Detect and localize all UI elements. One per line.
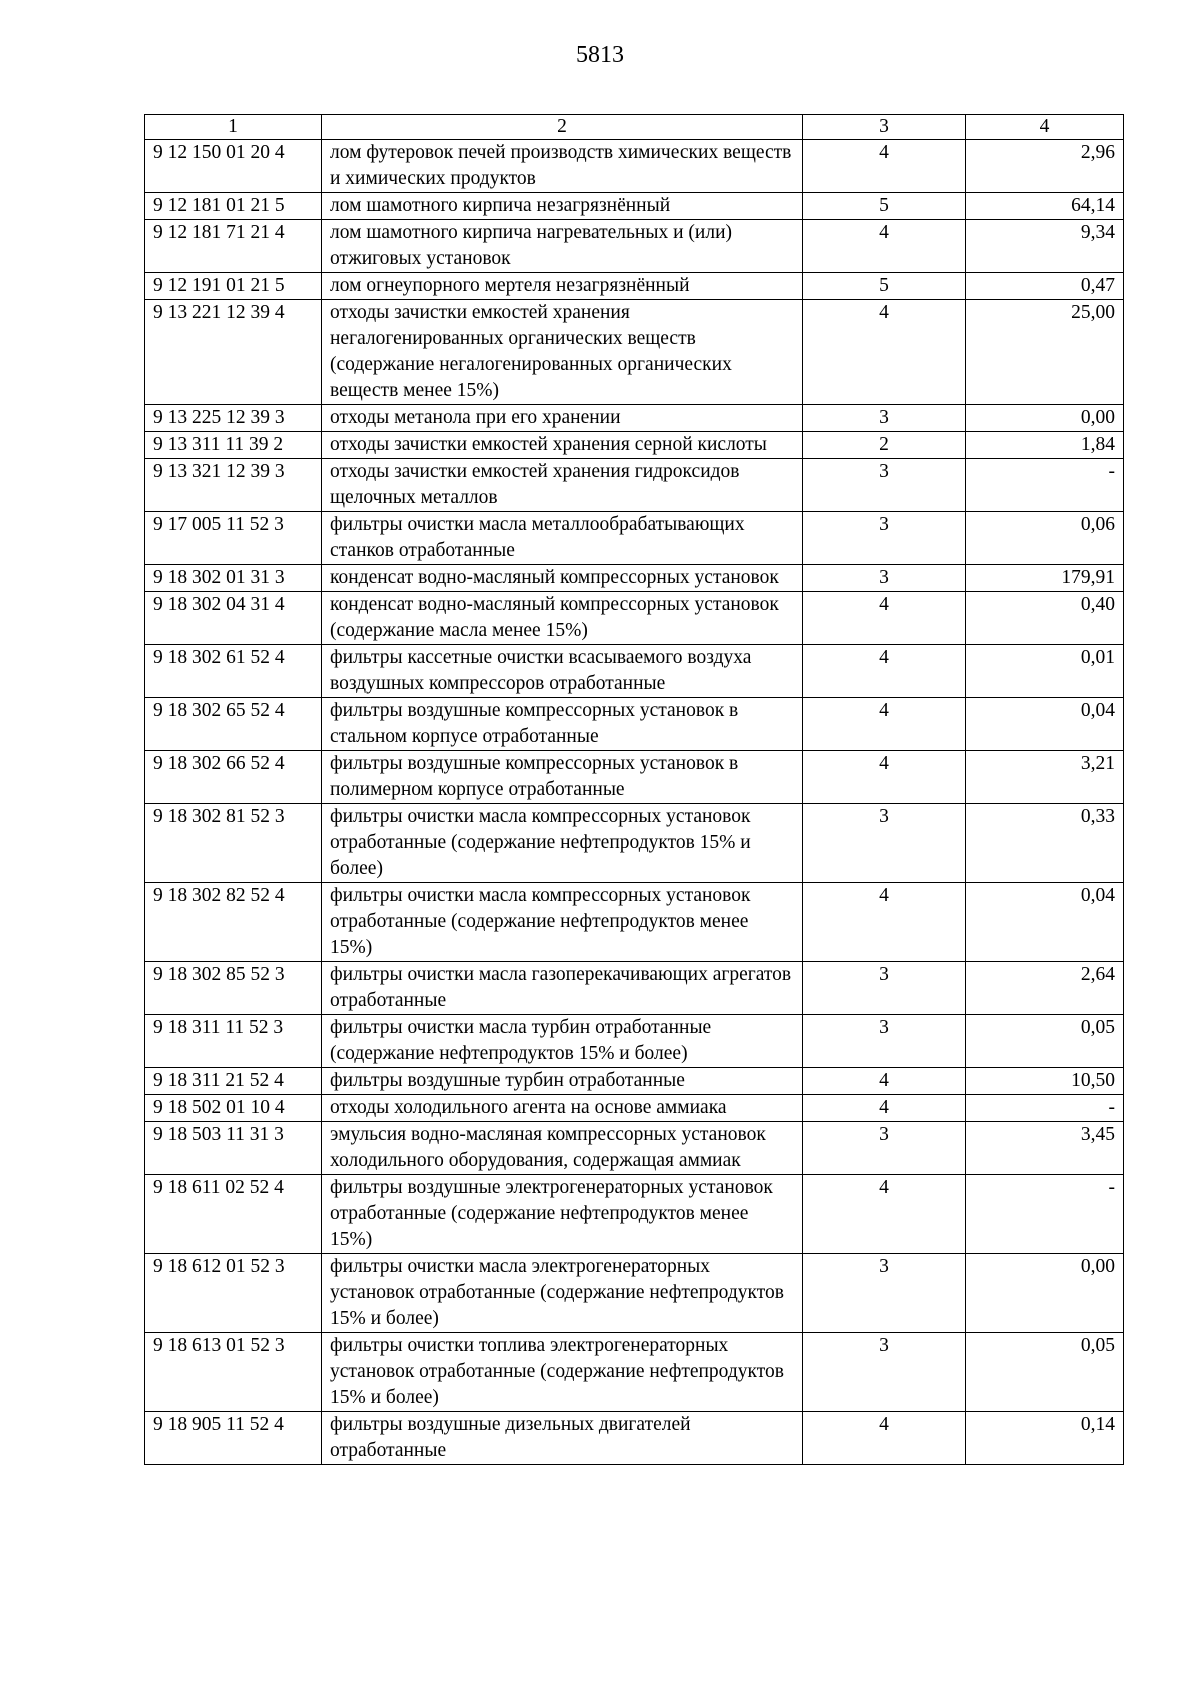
waste-code-cell: 9 12 181 71 21 4 xyxy=(145,220,322,273)
hazard-class-cell: 4 xyxy=(803,220,966,273)
waste-name-cell: фильтры очистки масла металлообрабатывающих станков отработанные xyxy=(322,512,803,565)
waste-name-cell: лом шамотного кирпича незагрязнённый xyxy=(322,193,803,220)
waste-name-cell: фильтры очистки масла компрессорных установок отработанные (содержание нефтепродуктов 15% и более) xyxy=(322,804,803,883)
column-header-4: 4 xyxy=(966,115,1124,140)
waste-name-cell: отходы метанола при его хранении xyxy=(322,405,803,432)
table-row xyxy=(145,565,1124,592)
amount-cell: - xyxy=(966,459,1124,512)
table-row xyxy=(145,645,1124,698)
amount-cell: 0,04 xyxy=(966,698,1124,751)
waste-code-cell: 9 18 302 66 52 4 xyxy=(145,751,322,804)
waste-code-cell: 9 18 302 04 31 4 xyxy=(145,592,322,645)
amount-cell: - xyxy=(966,1095,1124,1122)
table-row xyxy=(145,220,1124,273)
table-row xyxy=(145,1015,1124,1068)
amount-cell: 0,47 xyxy=(966,273,1124,300)
waste-code-cell: 9 12 191 01 21 5 xyxy=(145,273,322,300)
amount-cell: 9,34 xyxy=(966,220,1124,273)
waste-code-cell: 9 12 181 01 21 5 xyxy=(145,193,322,220)
waste-name-cell: фильтры воздушные турбин отработанные xyxy=(322,1068,803,1095)
waste-name-cell: лом огнеупорного мертеля незагрязнённый xyxy=(322,273,803,300)
waste-code-cell: 9 17 005 11 52 3 xyxy=(145,512,322,565)
waste-name-cell: отходы зачистки емкостей хранения негалогенированных органических веществ (содержание негалогенированных органических веществ менее 15%) xyxy=(322,300,803,405)
table-row xyxy=(145,962,1124,1015)
amount-cell: 64,14 xyxy=(966,193,1124,220)
waste-name-cell: отходы зачистки емкостей хранения серной кислоты xyxy=(322,432,803,459)
hazard-class-cell: 2 xyxy=(803,432,966,459)
waste-code-cell: 9 18 611 02 52 4 xyxy=(145,1175,322,1254)
amount-cell: 0,33 xyxy=(966,804,1124,883)
amount-cell: 0,04 xyxy=(966,883,1124,962)
hazard-class-cell: 3 xyxy=(803,1333,966,1412)
table-row xyxy=(145,1254,1124,1333)
amount-cell: 25,00 xyxy=(966,300,1124,405)
waste-code-cell: 9 18 613 01 52 3 xyxy=(145,1333,322,1412)
waste-code-cell: 9 12 150 01 20 4 xyxy=(145,140,322,193)
waste-name-cell: фильтры очистки масла электрогенераторных установок отработанные (содержание нефтепродуктов 15% и более) xyxy=(322,1254,803,1333)
table-row xyxy=(145,193,1124,220)
hazard-class-cell: 3 xyxy=(803,459,966,512)
amount-cell: 0,05 xyxy=(966,1333,1124,1412)
hazard-class-cell: 4 xyxy=(803,1175,966,1254)
waste-name-cell: эмульсия водно-масляная компрессорных установок холодильного оборудования, содержащая аммиак xyxy=(322,1122,803,1175)
waste-name-cell: фильтры очистки масла газоперекачивающих агрегатов отработанные xyxy=(322,962,803,1015)
waste-name-cell: фильтры воздушные компрессорных установок в стальном корпусе отработанные xyxy=(322,698,803,751)
amount-cell: 0,40 xyxy=(966,592,1124,645)
hazard-class-cell: 4 xyxy=(803,300,966,405)
hazard-class-cell: 4 xyxy=(803,1095,966,1122)
table-row xyxy=(145,883,1124,962)
table-row xyxy=(145,459,1124,512)
table-row xyxy=(145,1333,1124,1412)
hazard-class-cell: 3 xyxy=(803,565,966,592)
table-row xyxy=(145,804,1124,883)
waste-name-cell: фильтры воздушные электрогенераторных установок отработанные (содержание нефтепродуктов менее 15%) xyxy=(322,1175,803,1254)
table-row xyxy=(145,1412,1124,1465)
amount-cell: - xyxy=(966,1175,1124,1254)
amount-cell: 3,21 xyxy=(966,751,1124,804)
hazard-class-cell: 4 xyxy=(803,751,966,804)
waste-code-cell: 9 18 302 82 52 4 xyxy=(145,883,322,962)
amount-cell: 0,01 xyxy=(966,645,1124,698)
hazard-class-cell: 4 xyxy=(803,592,966,645)
table-row xyxy=(145,432,1124,459)
amount-cell: 2,96 xyxy=(966,140,1124,193)
waste-name-cell: фильтры воздушные дизельных двигателей отработанные xyxy=(322,1412,803,1465)
table-row xyxy=(145,1122,1124,1175)
waste-name-cell: лом шамотного кирпича нагревательных и (или) отжиговых установок xyxy=(322,220,803,273)
hazard-class-cell: 3 xyxy=(803,1015,966,1068)
waste-code-cell: 9 13 321 12 39 3 xyxy=(145,459,322,512)
waste-name-cell: фильтры очистки масла компрессорных установок отработанные (содержание нефтепродуктов менее 15%) xyxy=(322,883,803,962)
waste-code-cell: 9 18 302 61 52 4 xyxy=(145,645,322,698)
amount-cell: 0,05 xyxy=(966,1015,1124,1068)
hazard-class-cell: 4 xyxy=(803,883,966,962)
waste-code-cell: 9 18 311 11 52 3 xyxy=(145,1015,322,1068)
waste-table xyxy=(144,114,1124,1465)
column-header-3: 3 xyxy=(803,115,966,140)
waste-name-cell: лом футеровок печей производств химических веществ и химических продуктов xyxy=(322,140,803,193)
waste-name-cell: отходы зачистки емкостей хранения гидроксидов щелочных металлов xyxy=(322,459,803,512)
table-row xyxy=(145,1175,1124,1254)
waste-name-cell: фильтры кассетные очистки всасываемого воздуха воздушных компрессоров отработанные xyxy=(322,645,803,698)
table-row xyxy=(145,1095,1124,1122)
hazard-class-cell: 3 xyxy=(803,804,966,883)
amount-cell: 3,45 xyxy=(966,1122,1124,1175)
hazard-class-cell: 4 xyxy=(803,1068,966,1095)
waste-name-cell: конденсат водно-масляный компрессорных установок (содержание масла менее 15%) xyxy=(322,592,803,645)
table-row xyxy=(145,592,1124,645)
waste-code-cell: 9 13 221 12 39 4 xyxy=(145,300,322,405)
waste-code-cell: 9 13 225 12 39 3 xyxy=(145,405,322,432)
table-row xyxy=(145,751,1124,804)
waste-code-cell: 9 18 302 65 52 4 xyxy=(145,698,322,751)
table-body xyxy=(145,140,1124,1465)
amount-cell: 10,50 xyxy=(966,1068,1124,1095)
amount-cell: 2,64 xyxy=(966,962,1124,1015)
waste-code-cell: 9 18 311 21 52 4 xyxy=(145,1068,322,1095)
hazard-class-cell: 3 xyxy=(803,405,966,432)
amount-cell: 1,84 xyxy=(966,432,1124,459)
table-row xyxy=(145,512,1124,565)
hazard-class-cell: 4 xyxy=(803,698,966,751)
hazard-class-cell: 5 xyxy=(803,273,966,300)
waste-code-cell: 9 18 503 11 31 3 xyxy=(145,1122,322,1175)
table-row xyxy=(145,698,1124,751)
amount-cell: 179,91 xyxy=(966,565,1124,592)
hazard-class-cell: 5 xyxy=(803,193,966,220)
table-row xyxy=(145,405,1124,432)
waste-name-cell: отходы холодильного агента на основе аммиака xyxy=(322,1095,803,1122)
hazard-class-cell: 3 xyxy=(803,962,966,1015)
waste-code-cell: 9 18 302 81 52 3 xyxy=(145,804,322,883)
waste-name-cell: фильтры воздушные компрессорных установок в полимерном корпусе отработанные xyxy=(322,751,803,804)
table-row xyxy=(145,273,1124,300)
column-header-2: 2 xyxy=(322,115,803,140)
column-header-1: 1 xyxy=(145,115,322,140)
waste-code-cell: 9 18 502 01 10 4 xyxy=(145,1095,322,1122)
waste-code-cell: 9 18 905 11 52 4 xyxy=(145,1412,322,1465)
hazard-class-cell: 4 xyxy=(803,140,966,193)
waste-name-cell: конденсат водно-масляный компрессорных установок xyxy=(322,565,803,592)
hazard-class-cell: 4 xyxy=(803,1412,966,1465)
amount-cell: 0,06 xyxy=(966,512,1124,565)
amount-cell: 0,14 xyxy=(966,1412,1124,1465)
waste-code-cell: 9 18 302 85 52 3 xyxy=(145,962,322,1015)
page-number: 5813 xyxy=(576,42,624,68)
table-header-row xyxy=(145,115,1124,140)
amount-cell: 0,00 xyxy=(966,405,1124,432)
waste-code-cell: 9 13 311 11 39 2 xyxy=(145,432,322,459)
table-row xyxy=(145,300,1124,405)
waste-name-cell: фильтры очистки топлива электрогенераторных установок отработанные (содержание нефтепродуктов 15% и более) xyxy=(322,1333,803,1412)
table-row xyxy=(145,140,1124,193)
hazard-class-cell: 4 xyxy=(803,645,966,698)
waste-code-cell: 9 18 302 01 31 3 xyxy=(145,565,322,592)
table-row xyxy=(145,1068,1124,1095)
waste-name-cell: фильтры очистки масла турбин отработанные (содержание нефтепродуктов 15% и более) xyxy=(322,1015,803,1068)
hazard-class-cell: 3 xyxy=(803,1254,966,1333)
hazard-class-cell: 3 xyxy=(803,1122,966,1175)
waste-code-cell: 9 18 612 01 52 3 xyxy=(145,1254,322,1333)
amount-cell: 0,00 xyxy=(966,1254,1124,1333)
hazard-class-cell: 3 xyxy=(803,512,966,565)
